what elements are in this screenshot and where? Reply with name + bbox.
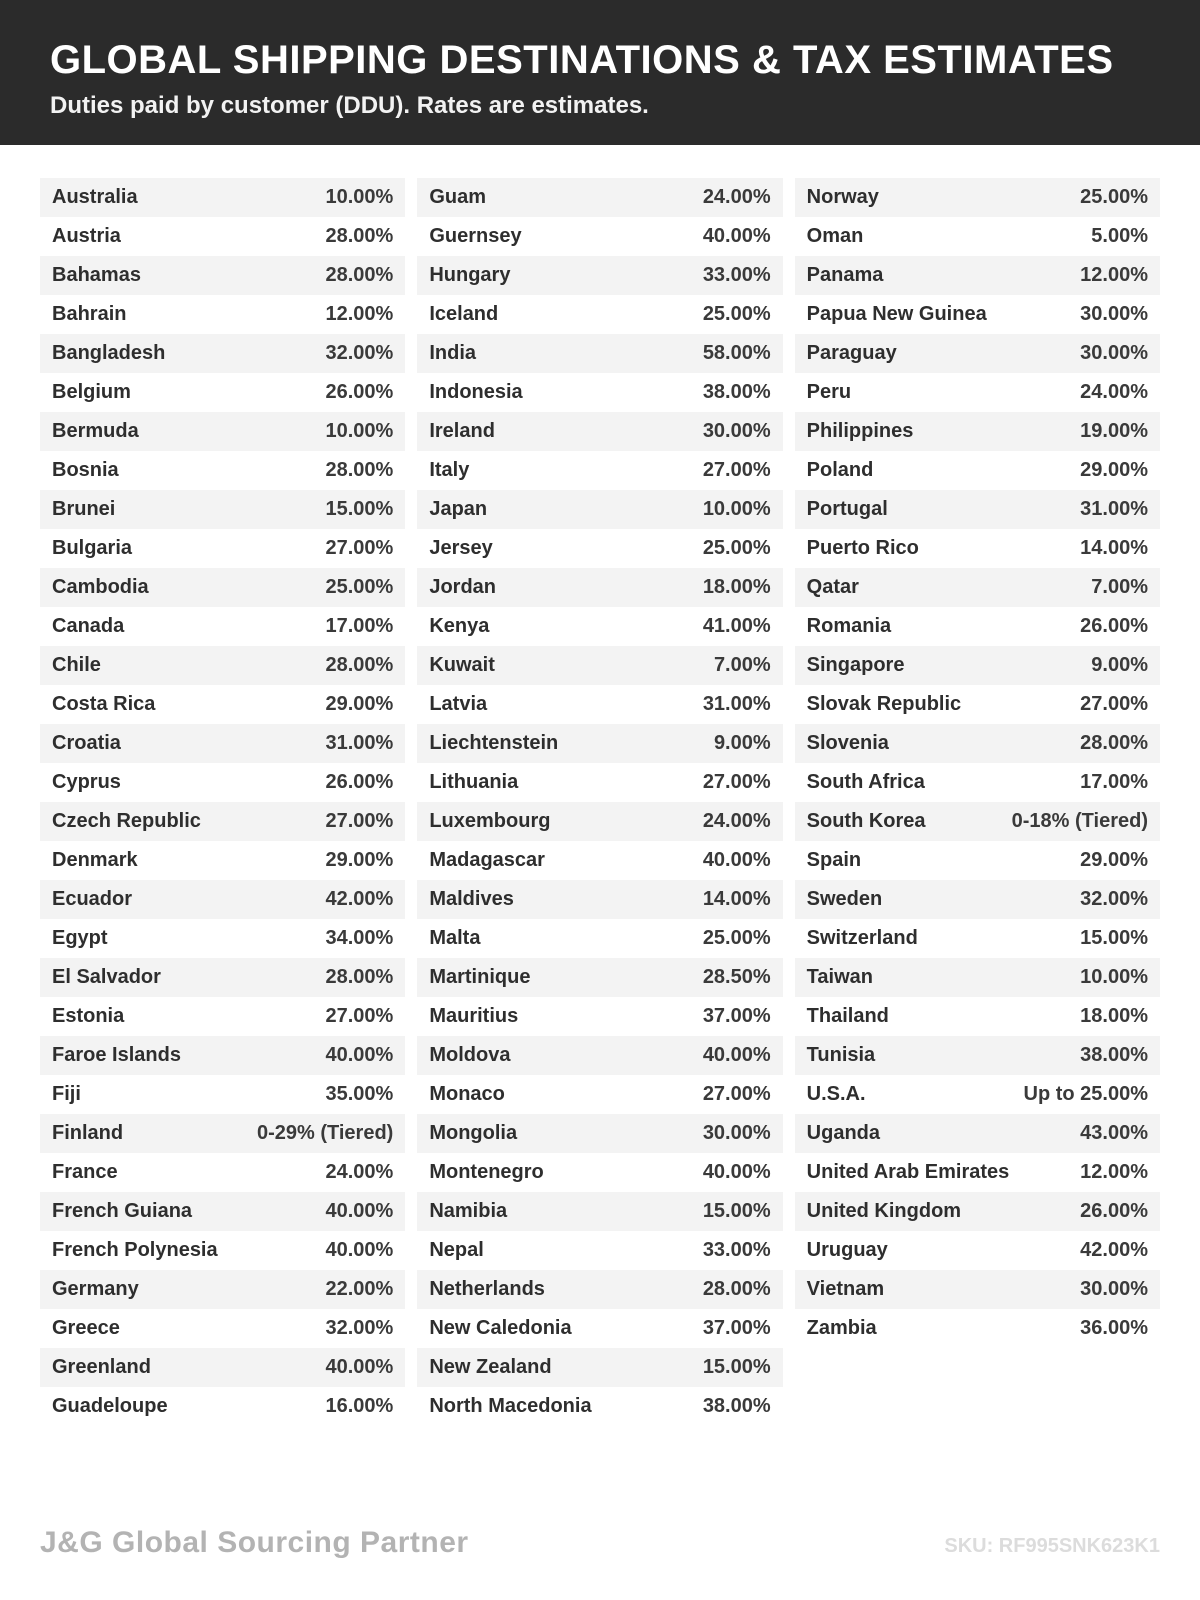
tax-rate: 27.00%: [702, 1083, 771, 1105]
country-name: Bermuda: [52, 420, 139, 442]
page-footer: [0, 1526, 1200, 1560]
country-name: Paraguay: [806, 342, 897, 364]
country-name: North Macedonia: [429, 1395, 592, 1417]
country-name: Romania: [806, 615, 892, 637]
table-row: [40, 373, 405, 412]
tax-rate: 37.00%: [702, 1005, 771, 1027]
tax-rate: Up to 25.00%: [1023, 1083, 1148, 1105]
tax-rate: 29.00%: [325, 693, 394, 715]
table-row: [417, 568, 782, 607]
country-name: Monaco: [429, 1083, 505, 1105]
country-name: Estonia: [52, 1005, 125, 1027]
tax-rate: 28.50%: [702, 966, 771, 988]
table-row: [40, 334, 405, 373]
country-name: Spain: [806, 849, 862, 871]
country-name: Indonesia: [429, 381, 523, 403]
country-name: South Korea: [806, 810, 926, 832]
table-row: [795, 841, 1160, 880]
table-row: [795, 451, 1160, 490]
table-row: [40, 1270, 405, 1309]
table-row: [417, 1036, 782, 1075]
table-row: [417, 1153, 782, 1192]
table-row: [795, 1270, 1160, 1309]
tax-rate: 40.00%: [325, 1200, 394, 1222]
table-row: [417, 802, 782, 841]
tax-rate: 34.00%: [325, 927, 394, 949]
rates-column-3: [795, 178, 1160, 1348]
table-row: [417, 880, 782, 919]
country-name: Brunei: [52, 498, 116, 520]
country-name: Ecuador: [52, 888, 133, 910]
country-name: Mongolia: [429, 1122, 518, 1144]
table-row: [795, 178, 1160, 217]
table-row: [40, 217, 405, 256]
tax-rate: 12.00%: [325, 303, 394, 325]
country-name: Cambodia: [52, 576, 149, 598]
tax-rate: 17.00%: [325, 615, 394, 637]
tax-rate: 38.00%: [702, 381, 771, 403]
country-name: Peru: [806, 381, 852, 403]
tax-rate: 35.00%: [325, 1083, 394, 1105]
country-name: South Africa: [806, 771, 925, 793]
country-name: Panama: [806, 264, 884, 286]
tax-rate: 32.00%: [325, 1317, 394, 1339]
country-name: Latvia: [429, 693, 488, 715]
country-name: France: [52, 1161, 118, 1183]
country-name: Greece: [52, 1317, 120, 1339]
tax-rate: 15.00%: [702, 1356, 771, 1378]
table-row: [40, 685, 405, 724]
table-row: [417, 295, 782, 334]
country-name: Bosnia: [52, 459, 119, 481]
table-row: [417, 763, 782, 802]
tax-rate: 32.00%: [325, 342, 394, 364]
tax-rate: 40.00%: [325, 1239, 394, 1261]
tax-rate: 18.00%: [702, 576, 771, 598]
tax-rate: 40.00%: [702, 1044, 771, 1066]
rates-column-2: [417, 178, 782, 1426]
table-row: [40, 1075, 405, 1114]
tax-rate: 24.00%: [702, 186, 771, 208]
tax-rate: 27.00%: [702, 771, 771, 793]
country-name: Martinique: [429, 966, 531, 988]
tax-rate: 31.00%: [702, 693, 771, 715]
table-row: [417, 997, 782, 1036]
table-row: [40, 880, 405, 919]
table-row: [417, 529, 782, 568]
table-row: [417, 217, 782, 256]
tax-rate: 29.00%: [1080, 849, 1148, 871]
tax-rate: 37.00%: [702, 1317, 771, 1339]
country-name: Oman: [806, 225, 864, 247]
country-name: Costa Rica: [52, 693, 156, 715]
tax-rate: 27.00%: [1080, 693, 1148, 715]
tax-rate: 28.00%: [325, 459, 394, 481]
tax-rate: 27.00%: [702, 459, 771, 481]
brand-name: J&G Global Sourcing Partner: [40, 1526, 469, 1559]
country-name: Taiwan: [806, 966, 873, 988]
table-row: [417, 919, 782, 958]
country-name: Bulgaria: [52, 537, 133, 559]
table-row: [795, 1114, 1160, 1153]
tax-rate: 16.00%: [325, 1395, 394, 1417]
table-row: [795, 607, 1160, 646]
country-name: Greenland: [52, 1356, 151, 1378]
tax-rate: 9.00%: [713, 732, 771, 754]
table-row: [40, 1387, 405, 1426]
tax-rate: 40.00%: [702, 849, 771, 871]
table-row: [417, 958, 782, 997]
shipping-rates-table: [0, 178, 1200, 1426]
sku-label: SKU: RF995SNK623K1: [944, 1535, 1160, 1557]
tax-rate: 31.00%: [1080, 498, 1148, 520]
table-row: [40, 1231, 405, 1270]
country-name: Guam: [429, 186, 487, 208]
country-name: Namibia: [429, 1200, 508, 1222]
table-row: [795, 529, 1160, 568]
country-name: Slovenia: [806, 732, 889, 754]
table-row: [795, 568, 1160, 607]
tax-rate: 31.00%: [325, 732, 394, 754]
country-name: Bangladesh: [52, 342, 166, 364]
tax-rate: 10.00%: [325, 186, 394, 208]
country-name: Maldives: [429, 888, 514, 910]
tax-rate: 22.00%: [325, 1278, 394, 1300]
tax-rate: 38.00%: [702, 1395, 771, 1417]
table-row: [417, 841, 782, 880]
country-name: New Caledonia: [429, 1317, 572, 1339]
table-row: [40, 958, 405, 997]
table-row: [40, 1192, 405, 1231]
table-row: [417, 451, 782, 490]
table-row: [40, 802, 405, 841]
tax-rate: 0-29% (Tiered): [256, 1122, 394, 1144]
table-row: [417, 1192, 782, 1231]
table-row: [795, 724, 1160, 763]
table-row: [795, 880, 1160, 919]
table-row: [40, 607, 405, 646]
country-name: Cyprus: [52, 771, 121, 793]
table-row: [40, 178, 405, 217]
table-row: [795, 295, 1160, 334]
country-name: Switzerland: [806, 927, 918, 949]
tax-rate: 30.00%: [1080, 1278, 1148, 1300]
country-name: Ireland: [429, 420, 495, 442]
table-row: [40, 646, 405, 685]
country-name: Uganda: [806, 1122, 880, 1144]
table-row: [417, 1387, 782, 1426]
table-row: [795, 1231, 1160, 1270]
country-name: Faroe Islands: [52, 1044, 181, 1066]
tax-rate: 18.00%: [1080, 1005, 1148, 1027]
table-row: [795, 646, 1160, 685]
rates-column-1: [40, 178, 405, 1426]
tax-rate: 25.00%: [325, 576, 394, 598]
tax-rate: 30.00%: [1080, 303, 1148, 325]
table-row: [417, 373, 782, 412]
tax-rate: 27.00%: [325, 810, 394, 832]
country-name: Sweden: [806, 888, 883, 910]
tax-rate: 30.00%: [1080, 342, 1148, 364]
country-name: Puerto Rico: [806, 537, 919, 559]
country-name: Philippines: [806, 420, 914, 442]
tax-rate: 25.00%: [702, 927, 771, 949]
tax-rate: 14.00%: [1080, 537, 1148, 559]
tax-rate: 15.00%: [325, 498, 394, 520]
tax-rate: 24.00%: [325, 1161, 394, 1183]
tax-rate: 26.00%: [1080, 1200, 1148, 1222]
table-row: [417, 490, 782, 529]
country-name: Australia: [52, 186, 138, 208]
tax-rate: 33.00%: [702, 264, 771, 286]
tax-rate: 17.00%: [1080, 771, 1148, 793]
tax-rate: 27.00%: [325, 1005, 394, 1027]
country-name: Iceland: [429, 303, 499, 325]
country-name: Italy: [429, 459, 470, 481]
tax-rate: 28.00%: [325, 654, 394, 676]
tax-rate: 40.00%: [702, 1161, 771, 1183]
country-name: Nepal: [429, 1239, 484, 1261]
table-row: [417, 178, 782, 217]
tax-rate: 19.00%: [1080, 420, 1148, 442]
country-name: Chile: [52, 654, 101, 676]
country-name: Tunisia: [806, 1044, 876, 1066]
table-row: [40, 724, 405, 763]
table-row: [795, 412, 1160, 451]
tax-rate: 28.00%: [325, 225, 394, 247]
tax-rate: 14.00%: [702, 888, 771, 910]
tax-rate: 10.00%: [325, 420, 394, 442]
table-row: [795, 919, 1160, 958]
table-row: [417, 412, 782, 451]
table-row: [417, 1270, 782, 1309]
table-row: [40, 1036, 405, 1075]
country-name: Croatia: [52, 732, 121, 754]
table-row: [795, 763, 1160, 802]
page-title: GLOBAL SHIPPING DESTINATIONS & TAX ESTIMATES: [50, 38, 1114, 82]
country-name: Netherlands: [429, 1278, 545, 1300]
table-row: [795, 373, 1160, 412]
tax-rate: 10.00%: [1080, 966, 1148, 988]
tax-rate: 12.00%: [1080, 1161, 1148, 1183]
country-name: Norway: [806, 186, 879, 208]
table-row: [40, 1348, 405, 1387]
table-row: [795, 958, 1160, 997]
tax-rate: 26.00%: [1080, 615, 1148, 637]
country-name: Bahrain: [52, 303, 127, 325]
tax-rate: 15.00%: [1080, 927, 1148, 949]
country-name: Moldova: [429, 1044, 511, 1066]
country-name: Poland: [806, 459, 874, 481]
country-name: Malta: [429, 927, 481, 949]
tax-rate: 10.00%: [702, 498, 771, 520]
country-name: French Polynesia: [52, 1239, 218, 1261]
tax-rate: 29.00%: [325, 849, 394, 871]
tax-rate: 12.00%: [1080, 264, 1148, 286]
tax-rate: 26.00%: [325, 381, 394, 403]
country-name: El Salvador: [52, 966, 161, 988]
tax-rate: 25.00%: [702, 303, 771, 325]
country-name: Liechtenstein: [429, 732, 559, 754]
tax-rate: 28.00%: [702, 1278, 771, 1300]
tax-rate: 36.00%: [1080, 1317, 1148, 1339]
country-name: Lithuania: [429, 771, 519, 793]
country-name: French Guiana: [52, 1200, 193, 1222]
tax-rate: 30.00%: [702, 1122, 771, 1144]
table-row: [417, 724, 782, 763]
table-row: [795, 217, 1160, 256]
country-name: Vietnam: [806, 1278, 885, 1300]
country-name: U.S.A.: [806, 1083, 866, 1105]
table-row: [795, 1309, 1160, 1348]
tax-rate: 30.00%: [702, 420, 771, 442]
tax-rate: 33.00%: [702, 1239, 771, 1261]
page-header: [0, 0, 1200, 145]
table-row: [795, 1036, 1160, 1075]
country-name: Papua New Guinea: [806, 303, 987, 325]
country-name: United Arab Emirates: [806, 1161, 1010, 1183]
table-row: [417, 607, 782, 646]
country-name: Singapore: [806, 654, 905, 676]
tax-rate: 9.00%: [1091, 654, 1148, 676]
table-row: [40, 490, 405, 529]
tax-rate: 40.00%: [702, 225, 771, 247]
tax-rate: 27.00%: [325, 537, 394, 559]
table-row: [795, 334, 1160, 373]
country-name: Slovak Republic: [806, 693, 962, 715]
tax-rate: 5.00%: [1091, 225, 1148, 247]
country-name: Guernsey: [429, 225, 522, 247]
country-name: Denmark: [52, 849, 138, 871]
country-name: Qatar: [806, 576, 859, 598]
country-name: Jersey: [429, 537, 493, 559]
table-row: [795, 685, 1160, 724]
tax-rate: 40.00%: [325, 1044, 394, 1066]
tax-rate: 38.00%: [1080, 1044, 1148, 1066]
table-row: [795, 802, 1160, 841]
country-name: Germany: [52, 1278, 139, 1300]
table-row: [417, 334, 782, 373]
table-row: [795, 490, 1160, 529]
country-name: United Kingdom: [806, 1200, 962, 1222]
tax-rate: 7.00%: [713, 654, 771, 676]
table-row: [40, 841, 405, 880]
table-row: [417, 646, 782, 685]
country-name: Fiji: [52, 1083, 81, 1105]
tax-rate: 29.00%: [1080, 459, 1148, 481]
tax-rate: 41.00%: [702, 615, 771, 637]
tax-rate: 42.00%: [325, 888, 394, 910]
tax-rate: 43.00%: [1080, 1122, 1148, 1144]
country-name: Thailand: [806, 1005, 889, 1027]
country-name: Luxembourg: [429, 810, 551, 832]
country-name: Hungary: [429, 264, 511, 286]
country-name: Jordan: [429, 576, 497, 598]
table-row: [417, 1114, 782, 1153]
table-row: [417, 1075, 782, 1114]
country-name: Finland: [52, 1122, 124, 1144]
tax-rate: 7.00%: [1091, 576, 1148, 598]
country-name: India: [429, 342, 476, 364]
table-row: [40, 1114, 405, 1153]
tax-rate: 0-18% (Tiered): [1011, 810, 1148, 832]
tax-rate: 42.00%: [1080, 1239, 1148, 1261]
table-row: [417, 1348, 782, 1387]
country-name: Bahamas: [52, 264, 141, 286]
country-name: Egypt: [52, 927, 108, 949]
country-name: Zambia: [806, 1317, 877, 1339]
table-row: [40, 919, 405, 958]
table-row: [795, 1153, 1160, 1192]
country-name: New Zealand: [429, 1356, 552, 1378]
table-row: [417, 1231, 782, 1270]
table-row: [40, 568, 405, 607]
table-row: [795, 997, 1160, 1036]
table-row: [417, 256, 782, 295]
country-name: Belgium: [52, 381, 131, 403]
table-row: [40, 412, 405, 451]
country-name: Kenya: [429, 615, 490, 637]
table-row: [40, 451, 405, 490]
tax-rate: 26.00%: [325, 771, 394, 793]
country-name: Canada: [52, 615, 125, 637]
table-row: [795, 256, 1160, 295]
table-row: [40, 256, 405, 295]
page-subtitle: Duties paid by customer (DDU). Rates are estimates.: [50, 92, 649, 119]
tax-rate: 40.00%: [325, 1356, 394, 1378]
tax-rate: 15.00%: [702, 1200, 771, 1222]
table-row: [417, 1309, 782, 1348]
tax-rate: 28.00%: [325, 264, 394, 286]
table-row: [795, 1192, 1160, 1231]
country-name: Montenegro: [429, 1161, 544, 1183]
tax-rate: 28.00%: [325, 966, 394, 988]
country-name: Portugal: [806, 498, 888, 520]
table-row: [795, 1075, 1160, 1114]
table-row: [40, 529, 405, 568]
country-name: Czech Republic: [52, 810, 201, 832]
table-row: [40, 1153, 405, 1192]
tax-rate: 25.00%: [702, 537, 771, 559]
country-name: Austria: [52, 225, 121, 247]
table-row: [40, 1309, 405, 1348]
tax-rate: 24.00%: [702, 810, 771, 832]
table-row: [40, 763, 405, 802]
country-name: Kuwait: [429, 654, 495, 676]
table-row: [40, 997, 405, 1036]
table-row: [40, 295, 405, 334]
tax-rate: 25.00%: [1080, 186, 1148, 208]
country-name: Guadeloupe: [52, 1395, 168, 1417]
country-name: Japan: [429, 498, 488, 520]
tax-rate: 58.00%: [702, 342, 771, 364]
country-name: Madagascar: [429, 849, 545, 871]
table-row: [417, 685, 782, 724]
tax-rate: 28.00%: [1080, 732, 1148, 754]
country-name: Mauritius: [429, 1005, 519, 1027]
country-name: Uruguay: [806, 1239, 888, 1261]
tax-rate: 24.00%: [1080, 381, 1148, 403]
tax-rate: 32.00%: [1080, 888, 1148, 910]
